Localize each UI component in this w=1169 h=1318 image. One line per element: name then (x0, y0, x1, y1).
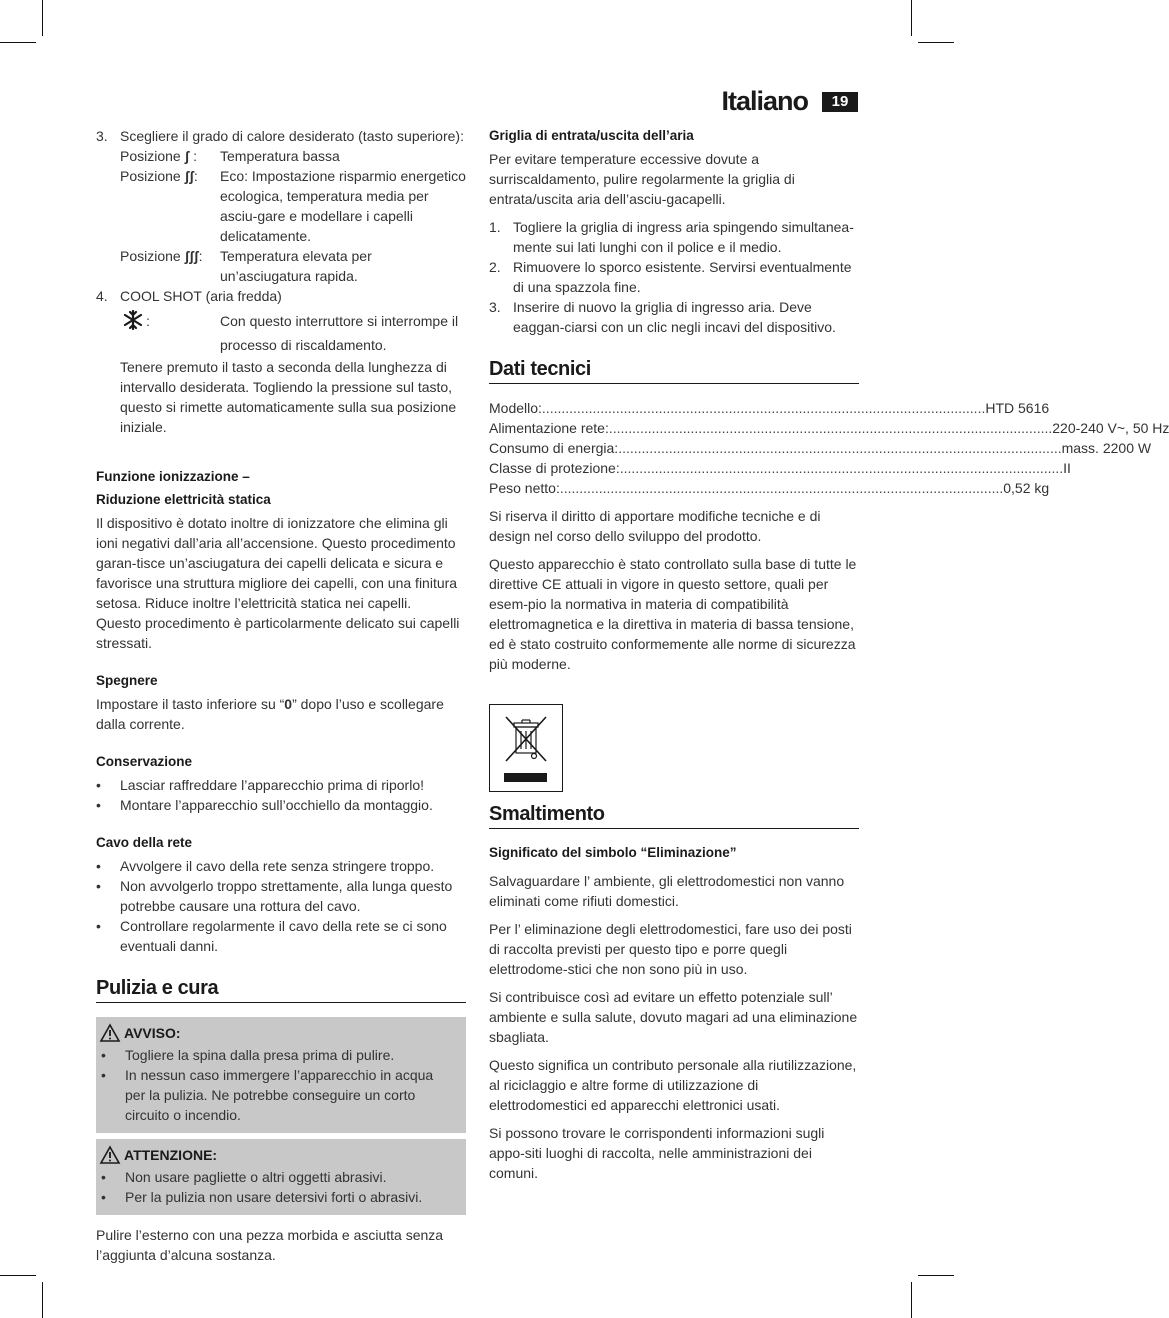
heat-medium-icon: ʃʃ (184, 168, 194, 184)
caution-box: ATTENZIONE: • Non usare pagliette o altri oggetti abrasivi. • Per la pulizia non usare detersivi forti o abrasivi. (96, 1139, 466, 1215)
crop-mark (0, 42, 36, 43)
grille-step-3: 3. Inserire di nuovo la griglia di ingresso aria. Deve eaggan-ciarsi con un clic negli incavi del dispositivo. (489, 299, 836, 335)
heat-high-icon: ʃʃʃ (184, 248, 199, 264)
cool-shot-hold-text: Tenere premuto il tasto a seconda della lunghezza di intervallo desiderata. Togliendo la pressione sul tasto, questo si rimette automaticamente sulla sua posizione iniziale. (120, 359, 457, 435)
left-column (96, 126, 466, 1265)
cable-title: Cavo della rete (96, 835, 193, 850)
page-title: Italiano (721, 86, 808, 116)
position-1: Posizione ʃ : Temperatura bassa (120, 148, 340, 164)
weee-bin-icon (489, 704, 563, 792)
snowflake-icon (120, 310, 146, 330)
grille-intro: Per evitare temperature eccessive dovute a surriscaldamento, pulire regolarmente la griglia di entrata/uscita aria dell’asciu-gacapelli. (489, 151, 795, 207)
page-number: 19 (822, 92, 858, 112)
crop-mark (911, 0, 912, 36)
crop-mark (911, 1282, 912, 1318)
ion-paragraph-2: Questo procedimento è particolarmente delicato sui capelli stressati. (96, 615, 460, 651)
storage-title: Conservazione (96, 754, 193, 769)
disposal-paragraph: Salvaguardare l’ ambiente, gli elettrodomestici non vanno eliminati come rifiuti domestici. (489, 873, 845, 909)
spec-table (489, 398, 1169, 498)
step-3: 3. Scegliere il grado di calore desiderato (tasto superiore): (96, 128, 464, 144)
right-column (489, 126, 1169, 1191)
warning-box: AVVISO: • Togliere la spina dalla presa prima di pulire. • In nessun caso immergere l’apparecchio in acqua per la pulizia. Ne potrebbe conseguire un corto circuito o incendio. (96, 1017, 466, 1133)
list-item: • Montare l’apparecchio sull’occhiello da montaggio. (96, 797, 433, 813)
disposal-subtitle: Significato del simbolo “Eliminazione” (489, 845, 737, 860)
crossed-bin-icon (500, 711, 552, 767)
crop-mark (918, 1275, 954, 1276)
grille-title: Griglia di entrata/uscita dell’aria (489, 128, 694, 143)
spec-row: Peso netto: .................................................................................................................. 0,52 kg (489, 480, 1050, 496)
crop-mark (918, 42, 954, 43)
disposal-paragraph: Questo significa un contributo personale alla riutilizzazione, al riciclaggio e altre forme di utilizzazione di elettrodomestici ed apparecchi elettronici usati. (489, 1057, 857, 1113)
crop-mark (42, 0, 43, 36)
grille-step-1: 1. Togliere la griglia di ingress aria spingendo simultanea-mente sui lati lunghi con il police e il medio. (489, 219, 854, 255)
disposal-paragraph: Si possono trovare le corrispondenti informazioni sugli appo-siti luoghi di raccolta, nelle amministrazioni dei comuni. (489, 1125, 825, 1181)
list-item: • Non avvolgerlo troppo strettamente, alla lunga questo potrebbe causare una rottura del cavo. (96, 878, 453, 914)
ion-title-2: Riduzione elettricità statica (96, 492, 271, 507)
cool-shot-row: : Con questo interruttore si interrompe il processo di riscaldamento. (120, 309, 466, 357)
disposal-paragraph: Per l’ eliminazione degli elettrodomestici, fare uso dei posti di raccolta previsti per questo tipo e porre quegli elettrodome-stici che non sono più in uso. (489, 921, 852, 977)
ion-title-1: Funzione ionizzazione – (96, 469, 250, 484)
tech-paragraph-1: Si riserva il diritto di apportare modifiche tecniche e di design nel corso dello sviluppo del prodotto. (489, 508, 821, 544)
cleaning-heading: Pulizia e cura (96, 978, 466, 1003)
list-item: • Per la pulizia non usare detersivi forti o abrasivi. (101, 1189, 423, 1205)
spec-row: Alimentazione rete: .................................................................................................................. 220-240 V~, 50 Hz (489, 420, 1169, 436)
grille-step-2: 2. Rimuovere lo sporco esistente. Servirsi eventualmente di una spazzola fine. (489, 259, 852, 295)
list-item: • In nessun caso immergere l’apparecchio in acqua per la pulizia. Ne potrebbe conseguire un corto circuito o incendio. (101, 1067, 434, 1123)
spec-row: Consumo di energia: .................................................................................................................. mass. 2200 W (489, 440, 1152, 456)
ion-paragraph-1: Il dispositivo è dotato inoltre di ionizzatore che elimina gli ioni negativi dall’aria all’accensione. Questo procedimento garan-tisce un’asciugatura dei capelli delicata e sicura e favorisce una struttura migliore dei capelli, con una finitura setosa. Riduce inoltre l’elettricità statica nei capelli. (96, 515, 458, 611)
step-4: 4. COOL SHOT (aria fredda) (96, 288, 282, 304)
position-2: Posizione ʃʃ: Eco: Impostazione risparmio energetico ecologica, temperatura media per asciu-gare e modellare i capelli delicatamente. (120, 168, 466, 244)
cleaning-outro: Pulire l’esterno con una pezza morbida e asciutta senza l’aggiunta d’alcuna sostanza. (96, 1227, 444, 1263)
tech-heading: Dati tecnici (489, 359, 859, 384)
list-item: • Lasciar raffreddare l’apparecchio prima di riporlo! (96, 777, 425, 793)
spec-row: Modello: .................................................................................................................. HTD 5616 (489, 400, 1050, 416)
warning-triangle-icon (100, 1024, 120, 1042)
crop-mark (0, 1275, 36, 1276)
disposal-paragraph: Si contribuisce così ad evitare un effetto potenziale sull’ ambiente e sulla salute, dovuto magari ad una eliminazione sbagliata. (489, 989, 858, 1045)
position-3: Posizione ʃʃʃ: Temperatura elevata per un’asciugatura rapida. (120, 248, 372, 284)
cable-list (96, 856, 466, 956)
off-paragraph: Impostare il tasto inferiore su “0” dopo l’uso e scollegare dalla corrente. (96, 696, 444, 732)
heat-low-icon: ʃ (184, 148, 190, 164)
storage-list (96, 775, 466, 815)
list-item: • Togliere la spina dalla presa prima di pulire. (101, 1047, 395, 1063)
list-item: • Avvolgere il cavo della rete senza stringere troppo. (96, 858, 435, 874)
warning-triangle-icon (100, 1146, 120, 1164)
spec-row: Classe di protezione: .................................................................................................................. II (489, 460, 1071, 476)
list-item: • Controllare regolarmente il cavo della rete se ci sono eventuali danni. (96, 918, 447, 954)
crop-mark (42, 1282, 43, 1318)
list-item: • Non usare pagliette o altri oggetti abrasivi. (101, 1169, 387, 1185)
off-title: Spegnere (96, 673, 158, 688)
disposal-heading: Smaltimento (489, 804, 859, 829)
tech-paragraph-2: Questo apparecchio è stato controllato sulla base di tutte le direttive CE attuali in vigore in questo settore, quali per esem-pio la normativa in materia di compatibilità elettromagnetica e la direttiva in materia di bassa tensione, ed è stato costruito conformemente alle norme di sicurezza più moderne. (489, 556, 857, 672)
